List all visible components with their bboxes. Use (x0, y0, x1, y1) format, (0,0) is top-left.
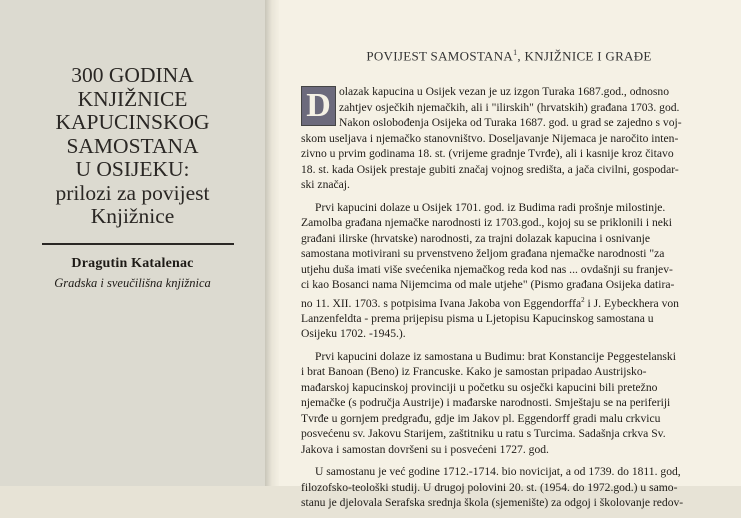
text-fragment: no 11. XII. 1703. s potpisima Ivana Jakoba von Eggendorffa (301, 296, 582, 310)
text-line: Zamolba građana njemačke narodnosti iz 1703.god., kojoj su se priklonili i neki (301, 216, 672, 229)
subtitle-line: prilozi za povijest (55, 180, 210, 205)
text-line: građani ilirske (hrvatske) narodnosti, za trajni dolazak kapucina i osnivanje (301, 231, 650, 245)
body-text (301, 84, 705, 518)
text-line: utjehu duša imati više svećenika njemačkog reda kod nas ... ovdašnji su franjev- (301, 262, 673, 276)
chapter-heading-rest: , KNJIŽNICE I GRAĐE (517, 48, 652, 64)
footnote-marker: 2 (581, 295, 585, 304)
title-line: U OSIJEKU: (75, 157, 190, 181)
drop-cap-initial: D (301, 86, 336, 126)
text-line: Prvi kapucini dolaze iz samostana u Budimu: brat Konstancije Peggestelanski (315, 349, 676, 363)
author-affiliation: Gradska i sveučilišna knjižnica (54, 276, 211, 290)
text-line: i brat Banoan (Beno) iz Francuske. Kako je samostan pripadao Austrijsko- (301, 365, 647, 379)
paragraph (301, 84, 705, 193)
text-line: zivno u prvim godinama 18. st. (vrijeme gradnje Tvrđe), ali i kasnije kroz čitavo (301, 147, 674, 160)
chapter-heading-main: POVIJEST SAMOSTANA (366, 48, 514, 64)
title-line: KAPUCINSKOG (55, 110, 210, 134)
text-line: mađarskoj kapucinskoj provinciji u početku su osječki kapucini bili pretežno (301, 380, 658, 394)
text-line: Nakon oslobođenja Osijeka od Turaka 1687. god. u grad se zajedno s voj- (339, 116, 682, 129)
subtitle-line: Knjižnice (90, 204, 175, 228)
book-title (0, 64, 265, 229)
footnote-marker: 1 (513, 48, 518, 57)
left-page (0, 0, 265, 486)
text-line: samostana motivirani su prvenstveno željom građana njemačke narodnosti "za (301, 247, 665, 260)
text-line: Jakova i samostan dovršeni su i posvećeni 1727. god. (301, 442, 549, 456)
text-line: filozofsko-teološki studij. U drugoj polovini 20. st. (1954. do 1972.god.) u samo- (301, 480, 678, 494)
text-line: Lanzenfeldta - prema prijepisu pisma u Ljetopisu Kapucinskog samostana u (301, 311, 654, 325)
text-line: njemačke (s područja Austrije) i mađarske narodnosti. Smještaju se na periferiji (301, 396, 671, 410)
text-line: ci kao Bosanci nama Nijemcima od male utjehe" (Pismo građana Osijeka datira- (301, 278, 675, 291)
text-line: Tvrđe u gornjem predgrađu, gdje im Jakov pl. Eggendorff gradi malu crkvicu (301, 411, 661, 425)
chapter-heading (339, 48, 679, 64)
text-line: U samostanu je već godine 1712.-1714. bio novicijat, a od 1739. do 1811. god, (315, 465, 681, 479)
book-gutter (265, 0, 279, 486)
text-line: ski značaj. (301, 178, 350, 191)
text-line (301, 293, 705, 311)
text-line: stanu je djelovala Serafska srednja škola (sjemenište) za odgoj i školovanje redov- (301, 496, 684, 510)
title-line: 300 GODINA (71, 63, 194, 87)
text-fragment: i J. Eybeckhera von (584, 296, 679, 310)
paragraph (301, 464, 705, 511)
text-line: olazak kapucina u Osijek vezan je uz izgon Turaka 1687.god., odnosno (339, 85, 670, 98)
text-line: Osijeku 1702. -1945.). (301, 327, 406, 341)
text-line: 18. st. kada Osijek prestaje gubiti značaj vojnog središta, a jača civilni, gospodar- (301, 162, 679, 176)
text-line: posvećenu sv. Jakovu Starijem, zaštitniku u ratu s Turcima. Sadašnja crkva Sv. (301, 427, 666, 441)
text-line: skom useljava i njemačko stanovništvo. Doseljavanje Nijemaca je naročito inten- (301, 131, 679, 145)
title-divider (42, 243, 234, 245)
title-line: SAMOSTANA (66, 133, 199, 158)
title-line: KNJIŽNICE (77, 86, 188, 111)
text-line: zahtjev osječkih njemačkih, ali i "ilirskih" (hrvatskih) građana 1703. god. (339, 100, 680, 114)
author-name: Dragutin Katalenac (71, 256, 194, 271)
text-line: Prvi kapucini dolaze u Osijek 1701. god. iz Budima radi prošnje milostinje. (315, 200, 666, 214)
paragraph (301, 200, 705, 342)
paragraph (301, 349, 705, 458)
